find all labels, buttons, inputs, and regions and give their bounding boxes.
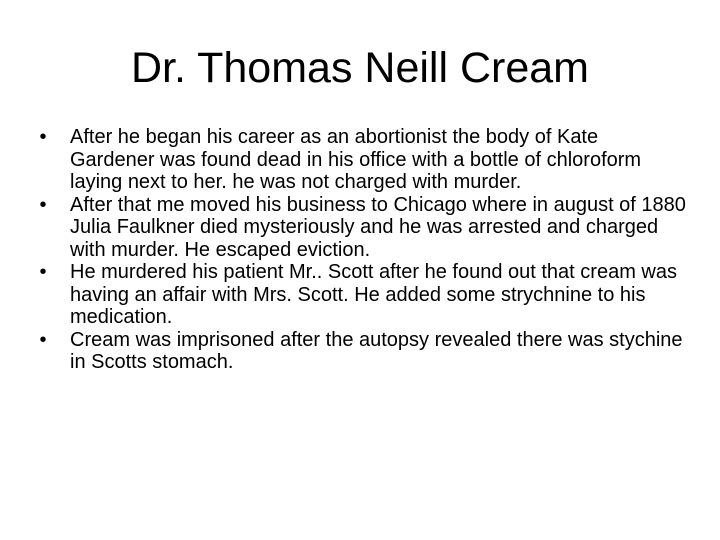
bullet-item — [36, 126, 686, 194]
bullet-marker: • — [39, 328, 47, 351]
bullet-text: After he began his career as an abortionist the body of Kate Gardener was found dead in his office with a bottle of chloroform laying next to her. he was not charged with murder. — [70, 126, 642, 193]
slide-title: Dr. Thomas Neill Cream — [131, 44, 589, 92]
bullet-text: He murdered his patient Mr.. Scott after he found out that cream was having an affair with Mrs. Scott. He added some strychnine to his medication. — [70, 261, 677, 328]
bullet-item — [36, 194, 686, 262]
bullet-item — [36, 329, 686, 374]
bullet-text: After that me moved his business to Chicago where in august of 1880 Julia Faulkner died mysteriously and he was arrested and charged with murder. He escaped eviction. — [70, 193, 686, 261]
bullet-marker: • — [39, 261, 47, 283]
bullet-marker: • — [39, 193, 47, 216]
bullet-list — [36, 126, 686, 374]
bullet-text: Cream was imprisoned after the autopsy revealed there was stychine in Scotts stomach. — [70, 328, 683, 373]
bullet-marker: • — [39, 126, 47, 148]
bullet-item — [36, 261, 686, 329]
